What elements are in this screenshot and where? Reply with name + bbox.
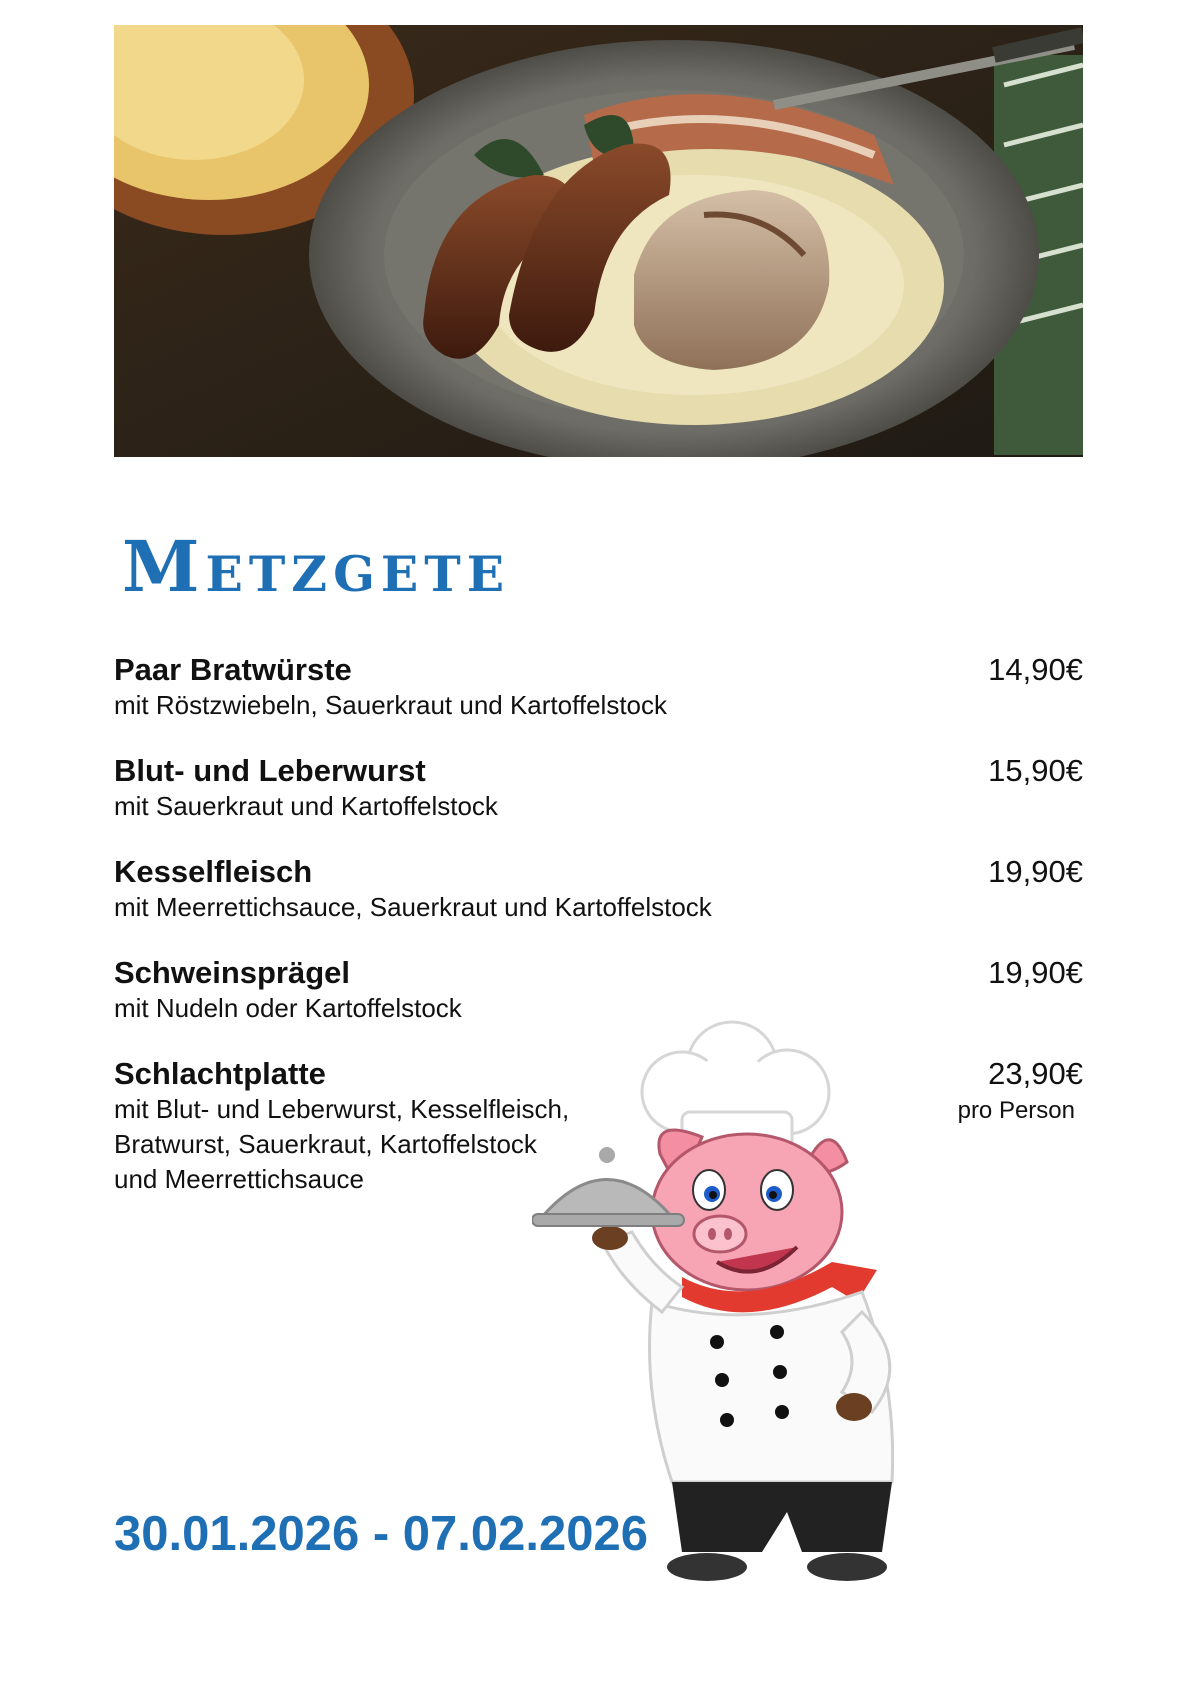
menu-item-name: Schweinsprägel [114,955,351,990]
menu-item-name: Paar Bratwürste [114,652,352,687]
menu-item-name: Blut- und Leberwurst [114,753,426,788]
menu-item-name: Schlachtplatte [114,1056,326,1091]
menu-item-price-note: pro Person [957,1097,1075,1124]
menu-item-description: mit Röstzwiebeln, Sauerkraut und Kartoffelstock [114,690,668,720]
menu-item-price: 15,90€ [988,753,1083,788]
menu-item-price: 19,90€ [988,955,1083,990]
menu-item-price: 23,90€ [988,1056,1083,1091]
menu-item-name: Kesselfleisch [114,854,313,889]
menu-item-price: 14,90€ [988,652,1083,687]
menu-title: Metzgete [122,525,511,608]
menu-item-description: mit Nudeln oder Kartoffelstock [114,993,462,1023]
menu-item-price: 19,90€ [988,854,1083,889]
menu-item-description: mit Meerrettichsauce, Sauerkraut und Kartoffelstock [114,892,712,922]
menu-item [114,753,1083,824]
hero-food-photo [114,25,1083,457]
date-range: 30.01.2026 - 07.02.2026 [114,1507,649,1561]
menu-item [114,652,1083,723]
menu-item-description: mit Blut- und Leberwurst, Kesselfleisch, Bratwurst, Sauerkraut, Kartoffelstock und Meerrettichsauce [114,1094,570,1194]
chef-pig-illustration [532,1012,992,1592]
menu-item [114,854,1083,925]
menu-item-description: mit Sauerkraut und Kartoffelstock [114,791,498,821]
